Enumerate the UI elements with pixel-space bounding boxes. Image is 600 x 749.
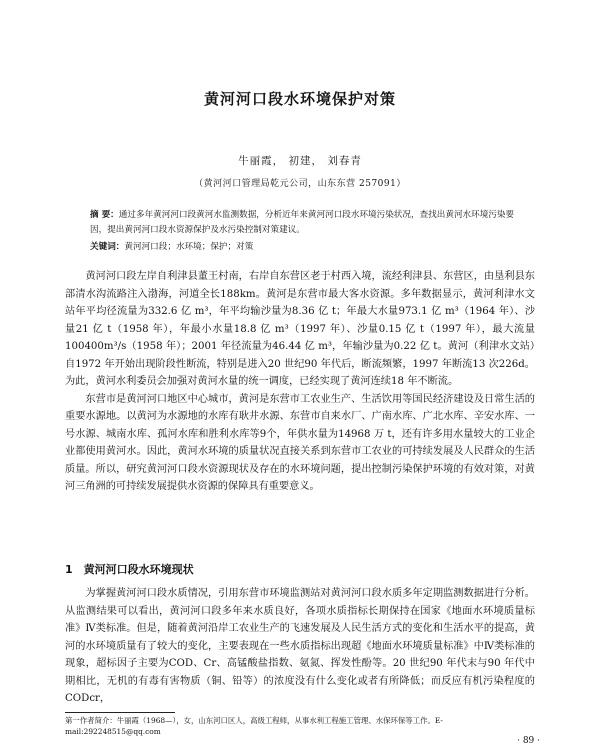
page-number: · 89 · [517, 736, 540, 746]
abstract [90, 208, 530, 238]
abstract-block [90, 208, 530, 255]
paper-affiliation: （黄河河口管理局乾元公司，山东东营 257091） [194, 179, 406, 189]
keywords-text: 黄河河口段；水环境；保护；对策 [124, 242, 254, 252]
keywords [90, 240, 530, 255]
abstract-label: 摘 要： [90, 210, 119, 220]
keywords-label: 关键词： [90, 242, 125, 252]
paper-title: 黄河河口段水环境保护对策 [203, 90, 396, 108]
body-paragraph: 东营市是黄河河口地区中心城市，黄河是东营市工农业生产、生活饮用等国民经济建设及日常生活的重要水源地。以黄河为水源地的水库有耿井水源、东营市自来水厂、广南水库、广北水库、辛安水库、一号水源、城南水库、孤河水库和胜利水库等9个，年供水量为14968 万 t，还有许多用水量较大的工业企业都使用黄河水。因此，黄河水环境的质量状况直接关系到东营市工农业的可持续发展及人民群众的生活质量。所以，研究黄河河口段水资源现状及存在的水环境问题，提出控制污染保护环境的有效对策，对黄河三角洲的可持续发展提供水资源的保障具有重要意义。 [65, 393, 535, 492]
footnote-rule [65, 712, 175, 713]
section-heading: 1 黄河河口段水环境现状 [65, 563, 194, 576]
section-body [65, 585, 535, 708]
abstract-text: 通过多年黄河河口段黄河水监测数据，分析近年来黄河河口段水环境污染状况，查找出黄河水环境污染要因，提出黄河河口段水资源保护及水污染控制对策建议。 [90, 210, 515, 235]
body-paragraph: 为掌握黄河河口段水质情况，引用东营市环境监测站对黄河河口段水质多年定期监测数据进行分析。从监测结果可以看出，黄河河口段多年来水质良好，各项水质指标长期保持在国家《地面水环境质量标准》Ⅳ类标准。但是，随着黄河沿岸工农业生产的飞速发展及人民生活方式的变化和生活水平的提高，黄河的水环境质量有了较大的变化，主要表现在一些水质指标出现超《地面水环境质量标准》中Ⅳ类标准的现象，超标因子主要为COD、Cr、高锰酸盐指数、氨氮、挥发性酚等。20 世纪90 年代末与90 年代中期相比，无机的有毒有害物质（铜、铅等）的浓度没有什么变化或者有所降低；而反应有机污染程度的CODcr， [65, 588, 535, 704]
paper-authors: 牛丽霞， 初建， 刘春青 [238, 155, 362, 167]
intro-body [65, 268, 535, 496]
body-paragraph: 黄河河口段左岸自利津县董王村南，右岸自东营区老于村西入境，流经利津县、东营区，由垦利县东部清水沟流路注入渤海，河道全长188km。黄河是东营市最大客水资源。多年数据显示，黄河利津水文站年平均径流量为332.6 亿 m³，年平均输沙量为8.36 亿 t；年最大水量973.1 亿 m³（1964 年）、沙量21 亿 t（1958 年），年最小水量18.8 亿 m³（1997 年）、沙量0.15 亿 t（1997 年），最大流量100400m³/s（1958 年）；2001 年径流量为46.44 亿 m³，年输沙量为0.22 亿 t。黄河（利津水文站）自1972 年开始出现阶段性断流，特别是进入20 世纪90 年代后，断流频繁，1997 年断流13 次226d。为此，黄河水利委员会加强对黄河水量的统一调度，已经实现了黄河连续18 年不断流。 [65, 271, 535, 387]
footnote: 第一作者简介：牛丽霞（1968—），女，山东河口区人，高级工程师，从事水利工程施工管理、水保环保等工作。E-mail:292248515@qq.com [65, 716, 443, 736]
